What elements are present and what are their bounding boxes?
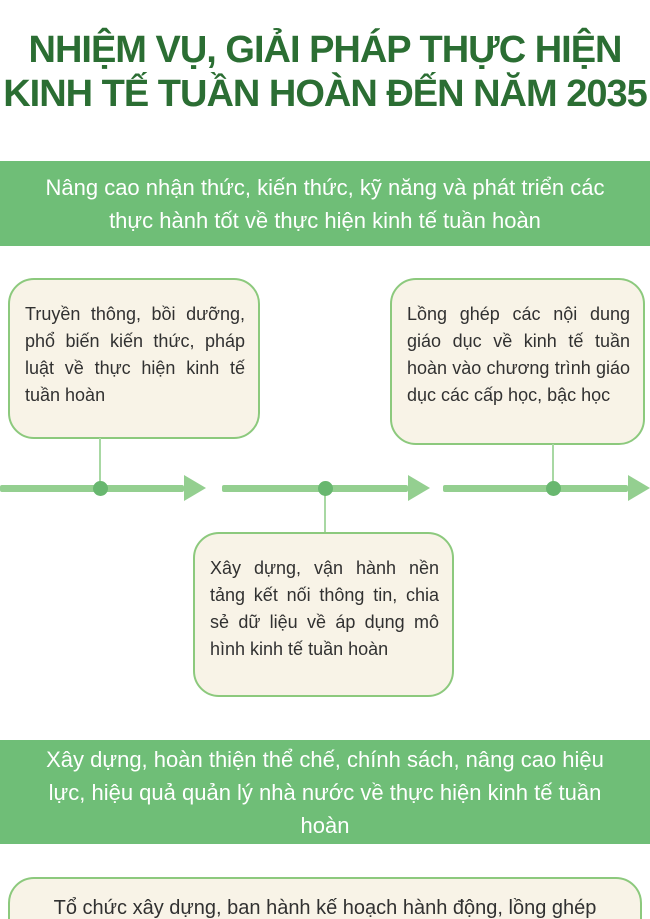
connector-line-middle xyxy=(324,490,326,533)
timeline-box-education xyxy=(390,278,645,445)
page-title-line-2: KINH TẾ TUẦN HOÀN ĐẾN NĂM 2035 xyxy=(3,73,647,115)
awareness-section-banner-text: Nâng cao nhận thức, kiến thức, kỹ năng và phát triển các thực hành tốt về thực hiện kinh tế tuần hoàn xyxy=(45,174,605,233)
bottom-action-box xyxy=(8,877,642,919)
timeline-box-communication xyxy=(8,278,260,439)
timeline-arrow-icon-1 xyxy=(184,475,206,501)
timeline-segment-3 xyxy=(443,485,628,492)
timeline-box-education-text: Lồng ghép các nội dung giáo dục về kinh tế tuần hoàn vào chương trình giáo dục các cấp học, bậc học xyxy=(407,304,630,405)
timeline-box-platform-text: Xây dựng, vận hành nền tảng kết nối thông tin, chia sẻ dữ liệu về áp dụng mô hình kinh tế tuần hoàn xyxy=(210,558,439,659)
awareness-section-banner xyxy=(0,161,650,246)
timeline-box-platform xyxy=(193,532,454,697)
timeline-segment-2 xyxy=(222,485,408,492)
timeline-segment-1 xyxy=(0,485,184,492)
policy-section-banner-text: Xây dựng, hoàn thiện thể chế, chính sách, nâng cao hiệu lực, hiệu quả quản lý nhà nước về thực hiện kinh tế tuần hoàn xyxy=(46,746,604,838)
page-title xyxy=(0,28,650,116)
timeline-node-dot-2 xyxy=(318,481,333,496)
timeline-box-communication-text: Truyền thông, bồi dưỡng, phổ biến kiến thức, pháp luật về thực hiện kinh tế tuần hoàn xyxy=(25,304,245,405)
policy-section-banner xyxy=(0,740,650,844)
page-title-line-1: NHIỆM VỤ, GIẢI PHÁP THỰC HIỆN xyxy=(28,29,622,71)
timeline-node-dot-3 xyxy=(546,481,561,496)
bottom-action-box-text: Tổ chức xây dựng, ban hành kế hoạch hành động, lồng ghép xyxy=(53,897,597,919)
timeline-arrow-icon-3 xyxy=(628,475,650,501)
timeline-arrow-icon-2 xyxy=(408,475,430,501)
timeline-node-dot-1 xyxy=(93,481,108,496)
